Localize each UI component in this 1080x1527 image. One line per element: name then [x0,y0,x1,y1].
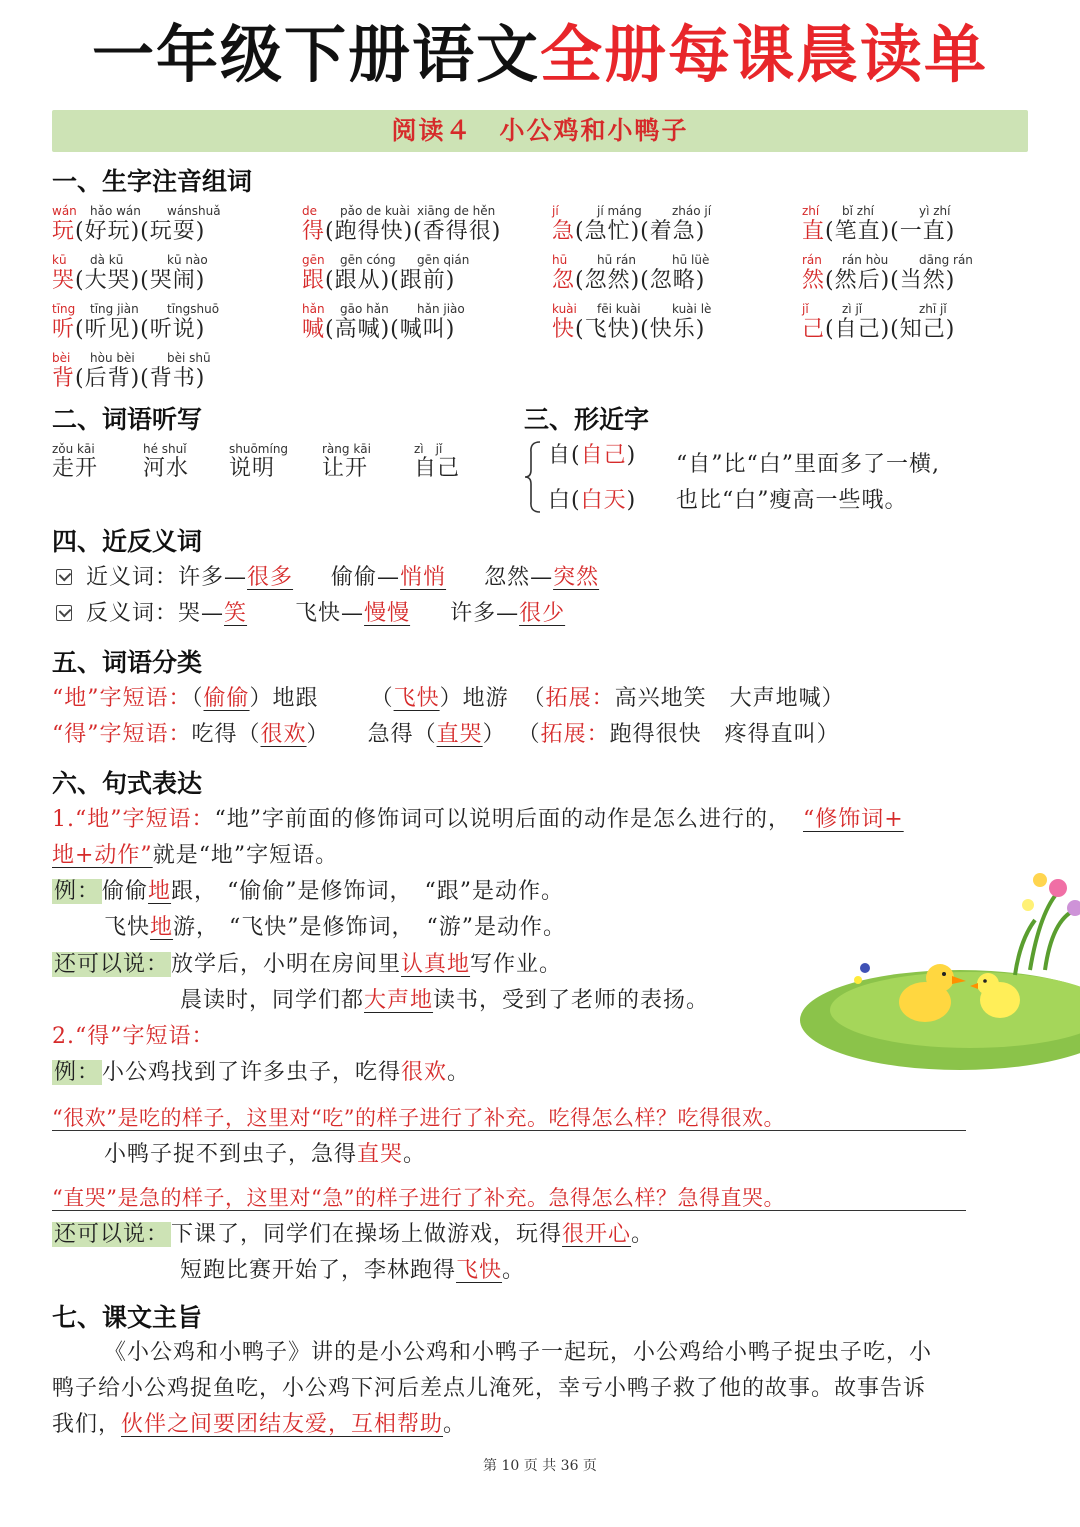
char-pinyin: de [302,204,317,218]
similar-note-2: 也比“白”瘦高一些哦。 [676,488,908,513]
char-entry [802,218,955,246]
char-entry [552,218,705,246]
word-pinyin: hū rán [597,253,636,267]
char-pinyin: jí [552,204,559,218]
dictation-pinyin: hé shuǐ [143,442,187,456]
dictation-word: 自己 [414,456,461,481]
syn-a-3: 忽然— [484,565,554,590]
synonym-row [56,563,599,593]
word-pinyin: zháo jí [672,204,712,218]
de2-b-head: 急得 [367,722,414,747]
point-2-label: 2.“得”字短语： [52,1024,215,1049]
title-part-2: 全册每课晨读单 [540,18,989,91]
ant-a-3: 许多— [450,601,520,626]
explanation-2: “直哭”是急的样子，这里对“急”的样子进行了补充。急得怎么样？急得直哭。 [52,1186,785,1210]
also3-a: 下课了，同学们在操场上做游戏，玩得 [171,1222,563,1247]
de2-phrase-row: “得”字短语：吃得（很欢） 急得（直哭） （拓展：跑得很快 疼得直叫） [52,722,840,747]
word-pinyin: hǎo wán [90,204,141,218]
summary-line-1: 《小公鸡和小鸭子》讲的是小公鸡和小鸭子一起玩，小公鸡给小鸭子捉虫子吃，小 [104,1340,933,1365]
ex3-a: 小公鸡找到了许多虫子，吃得 [102,1060,402,1085]
ant-a-2: 飞快— [295,601,365,626]
example-label: 例： [54,1060,101,1085]
checkbox-icon [56,569,72,585]
section-5-heading: 五、词语分类 [52,648,203,677]
char-pinyin: rán [802,253,822,267]
char: 玩 [52,219,76,244]
also-1 [52,950,562,980]
word-pinyin: xiāng de hěn [417,204,496,218]
similar-word-2: 白天 [580,488,627,513]
char-pinyin: gēn [302,253,325,267]
also-4 [180,1256,525,1286]
char-entry [552,316,705,344]
ex4-a: 小鸭子捉不到虫子，急得 [104,1142,358,1167]
dictation-pinyin: zǒu kāi [52,442,95,456]
char: 直 [802,219,826,244]
explanation-1-underline [52,1130,966,1131]
ducklings-illustration [790,850,1080,1070]
de2-ext: 跑得很快 疼得直叫 [609,722,817,747]
syn-b-2: 悄悄 [400,565,447,590]
section-3-heading: 三、形近字 [524,405,650,434]
de2-b: 直哭 [436,722,483,747]
ex2-c: 游， [173,915,220,940]
word-pinyin: hòu bèi [90,351,135,365]
char-words: (忽然)(忽略) [575,268,706,293]
word-pinyin: gāo hǎn [340,302,389,316]
word-pinyin: kū nào [167,253,208,267]
word-pinyin: rán hòu [842,253,889,267]
also4-c: 。 [502,1258,526,1283]
section-2-heading: 二、词语听写 [52,405,203,434]
also1-b: 认真地 [401,952,471,977]
formula-part-a: “修饰词+ [803,807,904,832]
similar-char-2: 白 [548,488,572,513]
char: 背 [52,366,76,391]
word-pinyin: pǎo de kuài [340,204,410,218]
char-words: (笔直)(一直) [825,219,956,244]
also3-c: 。 [631,1222,655,1247]
word-pinyin: tīng jiàn [90,302,139,316]
de-phrase-b-tail: 地游 [462,686,509,711]
char-pinyin: kuài [552,302,577,316]
summary-line-3 [52,1410,466,1440]
example-3 [52,1058,470,1088]
char-words: (好玩)(玩耍) [75,219,206,244]
char-words: (跟从)(跟前) [325,268,456,293]
de-phrase-b: 飞快 [393,686,440,711]
summary-line-2: 鸭子给小公鸡捉鱼吃，小公鸡下河后差点儿淹死，幸亏小鸭子救了他的故事。故事告诉 [52,1376,927,1401]
char-words: (跑得快)(香得很) [325,219,502,244]
char-entry [302,316,455,344]
char-pinyin: hū [552,253,568,267]
dictation-word: 让开 [322,456,369,481]
point-1-tail: 就是“地”字短语。 [152,843,339,868]
char-pinyin: zhí [802,204,820,218]
word-pinyin: kuài lè [672,302,712,316]
also-3 [52,1220,654,1250]
char-entry [802,316,955,344]
ex1-b: 地 [148,879,172,904]
word-pinyin: gēn cóng [340,253,396,267]
char-words: (后背)(背书) [75,366,206,391]
char-entry [52,365,205,393]
section-6-heading: 六、句式表达 [52,769,203,798]
synonym-label: 近义词： [86,565,179,590]
syn-a-1: 许多— [178,565,248,590]
ant-b-2: 慢慢 [364,601,411,626]
de2-phrase-label: “得”字短语： [52,722,192,747]
also4-a: 短跑比赛开始了，李林跑得 [180,1258,457,1283]
brace-icon [522,440,546,514]
word-pinyin: yì zhí [919,204,951,218]
char: 哭 [52,268,76,293]
de-phrase-row: “地”字短语：（偷偷）地跟 （飞快）地游 （拓展：高兴地笑 大声地喊） [52,686,845,711]
point-1-line-1 [52,805,904,835]
antonym-label: 反义词： [86,601,179,626]
example-1 [52,877,564,907]
char-pinyin: tīng [52,302,76,316]
char-words: (急忙)(着急) [575,219,706,244]
de-ext-label: 拓展： [545,686,615,711]
also3-b: 很开心 [562,1222,632,1247]
syn-b-1: 很多 [247,565,294,590]
ex1-d: “偷偷”是修饰词， “跟”是动作。 [227,879,565,904]
char-entry [52,267,205,295]
dictation-word: 说明 [229,456,276,481]
char-pinyin: bèi [52,351,71,365]
page-number: 第 10 页 共 36 页 [483,1458,597,1474]
char-words: (飞快)(快乐) [575,317,706,342]
lesson-title-bar: 阅读４ 小公鸡和小鸭子 [52,110,1028,152]
similar-char-row-1: 自(自己) [548,443,637,468]
also-label: 还可以说： [54,952,170,977]
point-1-line-2 [52,841,338,871]
char-pinyin: kū [52,253,67,267]
similar-char-row-2: 白(白天) [548,488,637,513]
de-ext: 高兴地笑 大声地喊 [614,686,822,711]
char: 急 [552,219,576,244]
section-7-heading: 七、课文主旨 [52,1303,203,1332]
section-4-heading: 四、近反义词 [52,527,203,556]
title-part-1: 一年级下册语文 [91,18,540,91]
ex2-a: 飞快 [104,915,151,940]
dictation-word: 河水 [143,456,190,481]
syn-b-3: 突然 [553,565,600,590]
also4-b: 飞快 [456,1258,503,1283]
char-entry [302,267,455,295]
similar-note-1: “自”比“白”里面多了一横, [676,452,940,477]
explanation-2-underline [52,1210,966,1211]
word-pinyin: bèi shū [167,351,211,365]
word-pinyin: tīngshuō [167,302,220,316]
de-phrase-label: “地”字短语： [52,686,192,711]
char: 得 [302,219,326,244]
ex1-c: 跟， [171,879,218,904]
ex1-a: 偷偷 [102,879,149,904]
char-pinyin: wán [52,204,77,218]
ant-b-1: 笑 [224,601,248,626]
word-pinyin: hū lüè [672,253,710,267]
ex2-d: “飞快”是修饰词， “游”是动作。 [229,915,567,940]
ex4-b: 直哭 [357,1142,404,1167]
ex2-b: 地 [150,915,174,940]
also-label: 还可以说： [54,1222,170,1247]
char-words: (高喊)(喊叫) [325,317,456,342]
word-pinyin: fēi kuài [597,302,641,316]
also1-a: 放学后，小明在房间里 [171,952,402,977]
char: 忽 [552,268,576,293]
dictation-pinyin: ràng kāi [322,442,371,456]
ex4-c: 。 [403,1142,427,1167]
similar-word-1: 自己 [580,443,627,468]
ex3-c: 。 [447,1060,471,1085]
summary-3-a: 我们， [52,1412,122,1437]
char-pinyin: hǎn [302,302,325,316]
char-pinyin: jǐ [802,302,809,316]
word-pinyin: jí máng [597,204,642,218]
point-1-text: “地”字前面的修饰词可以说明后面的动作是怎么进行的， [214,807,791,832]
page-title [0,20,1080,90]
word-pinyin: zì jǐ [842,302,863,316]
dictation-word: 走开 [52,456,99,481]
char-entry [302,218,501,246]
dictation-pinyin: zì jǐ [414,442,443,456]
formula-part-b: 地+动作” [52,843,153,868]
word-pinyin: bǐ zhí [842,204,875,218]
also1-c: 写作业。 [470,952,563,977]
section-1-heading: 一、生字注音组词 [52,167,253,196]
word-pinyin: zhī jǐ [919,302,947,316]
summary-3-b: 伙伴之间要团结友爱，互相帮助 [121,1412,444,1437]
explanation-1: “很欢”是吃的样子，这里对“吃”的样子进行了补充。吃得怎么样？吃得很欢。 [52,1106,785,1130]
example-4 [104,1140,426,1170]
antonym-row [56,599,565,629]
word-pinyin: dāng rán [919,253,973,267]
char: 快 [552,317,576,342]
char: 己 [802,317,826,342]
also-2 [180,986,709,1016]
char-words: (大哭)(哭闹) [75,268,206,293]
char-entry [802,267,955,295]
also2-a: 晨读时，同学们都 [180,988,365,1013]
char-words: (然后)(当然) [825,268,956,293]
word-pinyin: gēn qián [417,253,470,267]
summary-3-c: 。 [443,1412,467,1437]
also2-b: 大声地 [364,988,434,1013]
char-entry [552,267,705,295]
ant-b-3: 很少 [519,601,566,626]
char: 喊 [302,317,326,342]
char-entry [52,218,205,246]
de-phrase-a: 偷偷 [203,686,250,711]
char: 听 [52,317,76,342]
similar-char-1: 自 [548,443,572,468]
char-entry [52,316,205,344]
word-pinyin: wánshuǎ [167,204,221,218]
de2-ext-label: 拓展： [540,722,610,747]
also2-c: 读书，受到了老师的表扬。 [433,988,710,1013]
char: 然 [802,268,826,293]
example-2 [104,913,566,943]
char: 跟 [302,268,326,293]
ex3-b: 很欢 [401,1060,448,1085]
example-label: 例： [54,879,101,904]
point-1-label: 1.“地”字短语： [52,807,215,832]
syn-a-2: 偷偷— [331,565,401,590]
word-pinyin: dà kū [90,253,124,267]
char-words: (自己)(知己) [825,317,956,342]
de2-a: 很欢 [260,722,307,747]
char-words: (听见)(听说) [75,317,206,342]
de2-head: 吃得 [191,722,238,747]
de-phrase-a-tail: 地跟 [272,686,319,711]
word-pinyin: hǎn jiào [417,302,465,316]
checkbox-icon [56,605,72,621]
ant-a-1: 哭— [178,601,225,626]
dictation-pinyin: shuōmíng [229,442,289,456]
